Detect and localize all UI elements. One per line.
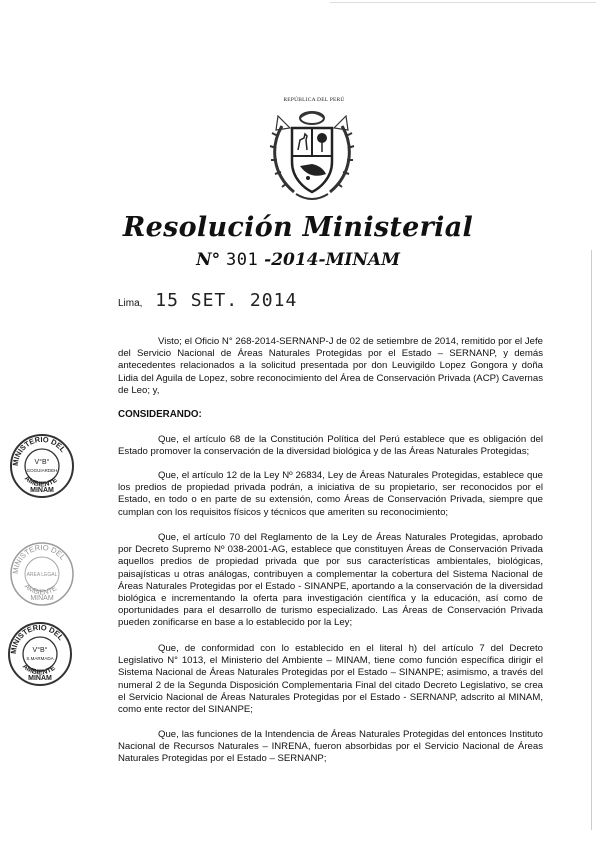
considerando-paragraph-5: Que, las funciones de la Intendencia de Áreas Naturales Protegidas del entonces Instituto Nacional de Recursos Naturales – INRENA, fueron absorbidas por el Servicio Nacional de Áreas Naturales Protegidas por el Estado – SERNANP; <box>118 729 543 765</box>
peru-coat-of-arms-icon <box>268 96 356 208</box>
seal2-foot: MINAM <box>30 595 54 602</box>
seal2-center-a: AREA LEGAL <box>26 572 58 578</box>
seal2-top-text: MINISTERIO DEL <box>10 542 68 575</box>
ministry-seal-vobo-1 <box>8 432 76 500</box>
seal2-bottom-text: AMBIENTE <box>22 583 59 597</box>
seal3-center-b: S.MARMADA <box>26 656 54 661</box>
number-prefix: N° <box>196 250 221 270</box>
date-place: Lima, <box>118 298 143 309</box>
number-suffix: -2014-MINAM <box>264 250 400 270</box>
seal3-center-a: V°B° <box>32 647 48 654</box>
number-handwritten: 301 <box>226 250 259 270</box>
considerando-heading: CONSIDERANDO: <box>118 409 202 420</box>
stamped-date: 15 SET. 2014 <box>155 290 298 311</box>
considerando-paragraph-4: Que, de conformidad con lo establecido en el literal h) del artículo 7 del Decreto Legislativo N° 1013, el Ministerio del Ambiente – MINAM, tiene como función específica dirigir el Sistema Nacional de Áreas Naturales Protegidas por el Estado – SINANPE; asimismo, a través del numeral 2 de la Segunda Disposición Complementaria Final del citado Decreto Legislativo, se crea el Servicio Nacional de Áreas Naturales Protegidas por el Estado - SERNANP, adscrito al MINAM, como ente rector del SINANPE; <box>118 643 543 716</box>
ministry-seal-vobo-2 <box>6 620 74 688</box>
considerando-paragraph-3: Que, el artículo 70 del Reglamento de la Ley de Áreas Naturales Protegidas, aprobado por Decreto Supremo Nº 038-2001-AG, establece que constituyen Áreas de Conservación Privada aquellos predios de propiedad privada que por sus características ambientales, biológicas, paisajísticas u otras análogas, contribuyen a complementar la cobertura del Sistema Nacional de Áreas Naturales Protegidas por el Estado - SINANPE, aportando a la conservación de la diversidad biológica e incrementando la oferta para investigación científica y la educación, así como de oportunidades para el desarrollo de turismo especializado. Las Áreas de Conservación Privada pueden zonificarse en base a lo establecido por la Ley; <box>118 532 543 629</box>
resolution-number <box>0 250 596 270</box>
seal1-bottom-text: AMBIENTE <box>22 475 59 489</box>
document-title: Resolución Ministerial <box>122 212 474 243</box>
seal1-foot: MINAM <box>30 487 54 494</box>
visto-paragraph: Visto; el Oficio N° 268-2014-SERNANP-J de 02 de setiembre de 2014, remitido por el Jefe del Servicio Nacional de Áreas Naturales Protegidas por el Estado – SERNANP, y demás antecedentes relacionados a la solicitud presentada por don Leuvigildo Lopez Gongora y doña Lidia del Aguila de Lopez, sobre reconocimiento del Área de Conservación Privada (ACP) Cavernas de Leo; y, <box>118 336 543 396</box>
scan-right-edge <box>591 250 592 830</box>
seal1-center-b: GOGUIARDEH <box>26 468 58 473</box>
seal3-foot: MINAM <box>28 675 52 682</box>
ministry-seal-legal <box>8 540 76 608</box>
seal1-center-a: V°B° <box>34 459 50 466</box>
considerando-paragraph-2: Que, el artículo 12 de la Ley Nº 26834, Ley de Áreas Naturales Protegidas, establece que los predios de propiedad privada podrán, a iniciativa de su propietario, ser reconocidos por el Estado, en todo o en parte de su extensión, como Áreas de Conservación Privada, siempre que cumplan con los requisitos físicos y técnicos que ameriten su reconocimiento; <box>118 470 543 518</box>
seal1-top-text: MINISTERIO DEL <box>10 434 68 467</box>
date-line <box>118 290 297 311</box>
scan-top-edge <box>330 2 596 3</box>
seal3-top-text: MINISTERIO DEL <box>8 622 66 655</box>
considerando-paragraph-1: Que, el artículo 68 de la Constitución Política del Perú establece que es obligación del Estado promover la conservación de la diversidad biológica y de las Áreas Naturales Protegidas; <box>118 434 543 458</box>
seal3-bottom-text: AMBIENTE <box>20 663 57 677</box>
crest-caption: REPÚBLICA DEL PERÚ <box>283 97 345 103</box>
